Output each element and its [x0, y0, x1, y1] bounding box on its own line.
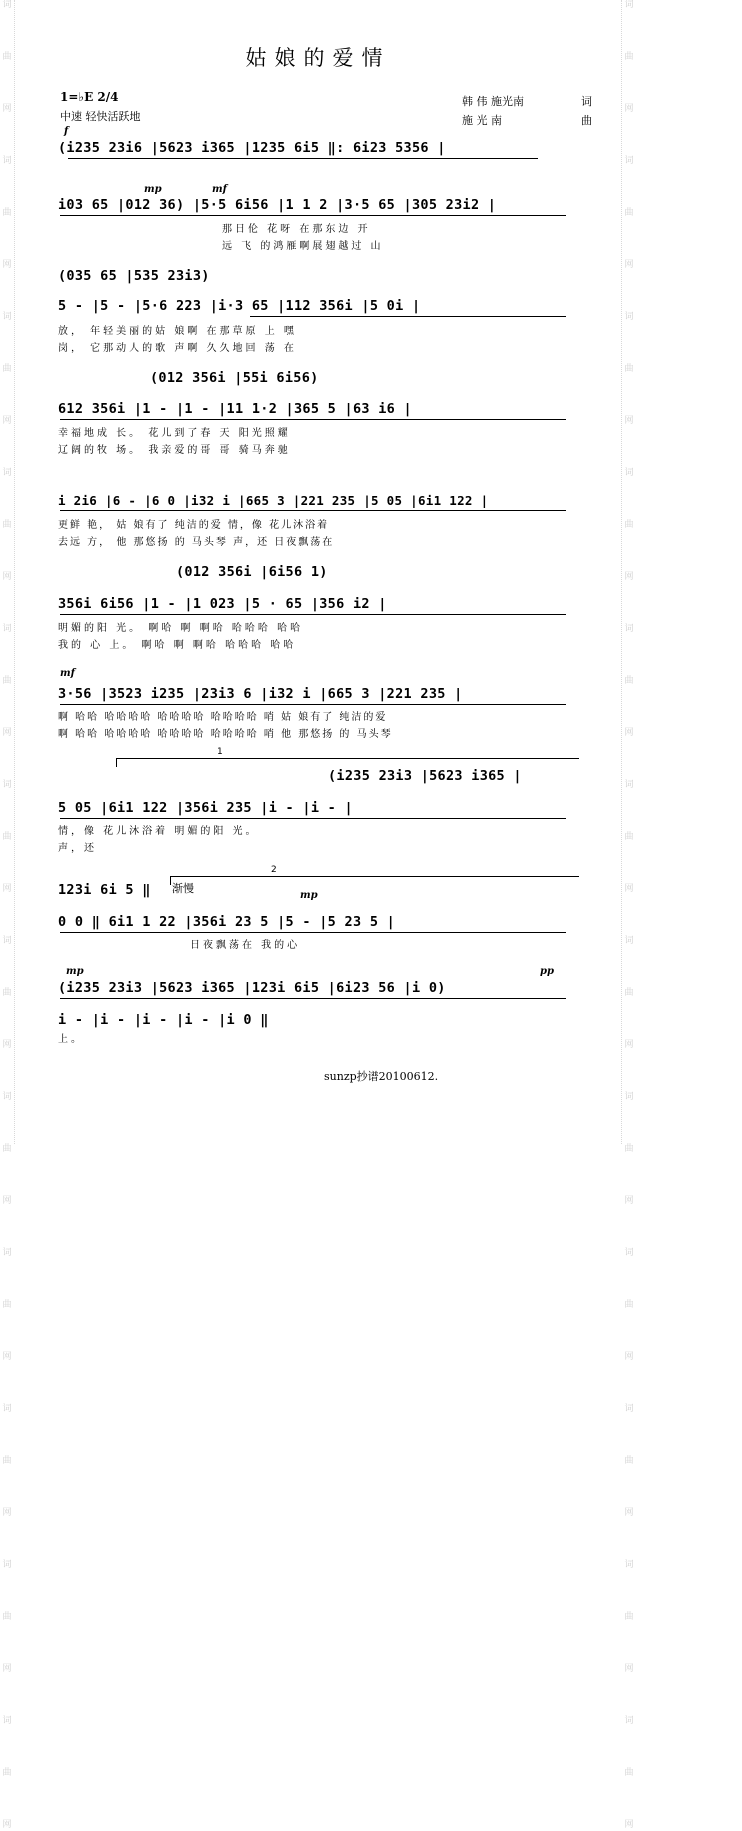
- composer-credit: 施 光 南 曲: [462, 114, 592, 127]
- beam-line: [60, 704, 566, 705]
- notation-row: 3·56 |3523 i235 |23i3 6 |i32 i |665 3 |221 235 |: [58, 686, 463, 702]
- notation-row: 5 05 |6i1 122 |356i 235 |i - |i - |: [58, 800, 353, 816]
- notation-row: (012 356i |55i 6i56): [150, 370, 319, 386]
- notation-row: i 2i6 |6 - |6 0 |i32 i |665 3 |221 235 |5 05 |6i1 122 |: [58, 493, 489, 508]
- watermark-right: 词 曲 网 词 曲 网 词 曲 网 词 曲 网 词 曲 网 词 曲 网 词 曲 网 词 曲 网 词 曲 网 词 曲 网 词 曲 网 词 曲 网: [621, 0, 636, 1144]
- song-title: 姑娘的爱情: [245, 46, 391, 70]
- lyric-line: 日夜飘荡在 我的心: [190, 940, 301, 951]
- lyric-line: 放， 年轻美丽的姑 娘啊 在那草原 上 嘿: [58, 326, 297, 337]
- notation-row: 612 356i |1 - |1 - |11 1·2 |365 5 |63 i6 |: [58, 401, 412, 417]
- lyric-line: 那日伦 花呀 在那东边 开: [222, 224, 371, 235]
- lyricist-credit: 韩 伟 施光南 词: [462, 95, 592, 108]
- beam-line: [60, 818, 566, 819]
- notation-row: (035 65 |535 23i3): [58, 268, 210, 284]
- lyric-line: 啊 哈哈 哈哈哈哈 哈哈哈哈 哈哈哈哈 哨 姑 娘有了 纯洁的爱: [58, 712, 388, 723]
- key-signature: 1=♭E 2/4: [60, 90, 119, 104]
- dynamic-pp: pp: [540, 966, 554, 977]
- dynamic-mp: mp: [66, 966, 84, 977]
- volta-bracket-1: 1: [116, 758, 579, 767]
- notation-row: (012 356i |6i56 1): [176, 564, 328, 580]
- lyric-line: 情，像 花儿沐浴着 明媚的阳 光。: [58, 826, 259, 837]
- notation-row: (i235 23i3 |5623 i365 |123i 6i5 |6i23 56 |i 0): [58, 980, 446, 996]
- notation-row: 356i 6i56 |1 - |1 023 |5 · 65 |356 i2 |: [58, 596, 387, 612]
- dynamic-mp: mp: [144, 184, 162, 195]
- lyric-line: 去远 方， 他 那悠扬 的 马头琴 声，还 日夜飘荡在: [58, 537, 335, 548]
- notation-row: i - |i - |i - |i - |i 0 ‖: [58, 1012, 269, 1028]
- beam-line: [250, 316, 566, 317]
- credits: [462, 92, 592, 130]
- beam-line: [68, 158, 538, 159]
- beam-line: [60, 932, 566, 933]
- lyric-line: 声，还: [58, 843, 97, 854]
- lyric-line: 岗， 它那动人的歌 声啊 久久地回 荡 在: [58, 343, 297, 354]
- lyric-line: 远 飞 的鸿雁啊展翅越过 山: [222, 241, 384, 252]
- lyric-line: 幸福地成 长。 花儿到了春 天 阳光照耀: [58, 428, 291, 439]
- beam-line: [60, 215, 566, 216]
- dynamic-mf: mf: [212, 184, 227, 195]
- watermark-left: 词 曲 网 词 曲 网 词 曲 网 词 曲 网 词 曲 网 词 曲 网 词 曲 网 词 曲 网 词 曲 网 词 曲 网 词 曲 网 词 曲 网: [0, 0, 15, 1144]
- lyric-line: 明媚的阳 光。 啊哈 啊 啊哈 哈哈哈 哈哈: [58, 623, 304, 634]
- notation-row: 123i 6i 5 ‖: [58, 882, 151, 898]
- lyric-line: 啊 哈哈 哈哈哈哈 哈哈哈哈 哈哈哈哈 哨 他 那悠扬 的 马头琴: [58, 729, 393, 740]
- lyric-line: 我的 心 上。 啊哈 啊 啊哈 哈哈哈 哈哈: [58, 640, 297, 651]
- notation-row: i03 65 |012 36) |5·5 6i56 |1 1 2 |3·5 65 |305 23i2 |: [58, 197, 497, 213]
- notation-row: 0 0 ‖ 6i1 1 22 |356i 23 5 |5 - |5 23 5 |: [58, 914, 396, 930]
- lyric-line: 上。: [58, 1034, 84, 1045]
- notation-row: (i235 23i6 |5623 i365 |1235 6i5 ‖: 6i23 5356 |: [58, 140, 446, 156]
- dynamic-f: f: [64, 126, 69, 137]
- beam-line: [60, 998, 566, 999]
- beam-line: [60, 614, 566, 615]
- beam-line: [60, 419, 566, 420]
- beam-line: [60, 510, 566, 511]
- notation-row: (i235 23i3 |5623 i365 |: [328, 768, 522, 784]
- transcriber-signature: sunzp抄谱20100612.: [324, 1070, 439, 1083]
- lyric-line: 更鲜 艳， 姑 娘有了 纯洁的爱 情，像 花儿沐浴着: [58, 520, 330, 531]
- volta-bracket-2: 2: [170, 876, 579, 885]
- dynamic-mf: mf: [60, 668, 75, 679]
- tempo-change-marking: 渐慢: [172, 882, 194, 895]
- dynamic-mp: mp: [300, 890, 318, 901]
- notation-row: 5 - |5 - |5·6 223 |i·3 65 |112 356i |5 0i |: [58, 298, 421, 314]
- tempo-marking: 中速 轻快活跃地: [60, 110, 141, 123]
- lyric-line: 辽阔的牧 场。 我亲爱的哥 哥 骑马奔驰: [58, 445, 291, 456]
